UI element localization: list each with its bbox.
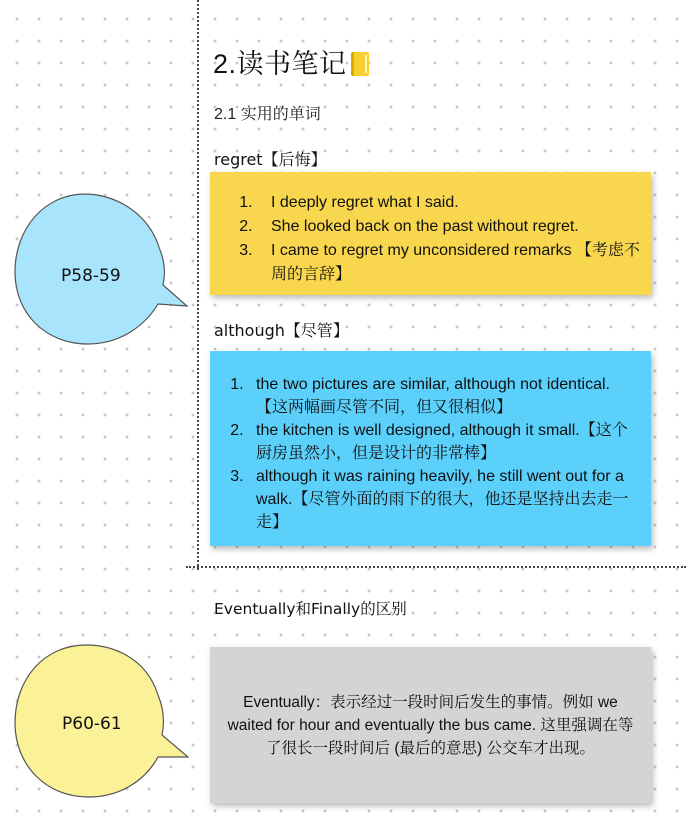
- section-subtitle: 2.1 实用的单词: [214, 106, 321, 123]
- eventually-note-text: Eventually：表示经过一段时间后发生的事情。例如 we waited for hour and eventually the bus came. 这里强调在等了很长一段时间后 (最后的意思) 公交车才出现。: [227, 693, 634, 757]
- book-icon: [351, 52, 369, 76]
- page-range-p60-61: P60-61: [62, 714, 122, 734]
- regret-example-3: 3. I came to regret my unconsidered remarks 【考虑不周的言辞】: [257, 239, 651, 287]
- although-example-3: 3. although it was raining heavily, he still went out for a walk.【尽管外面的雨下的很大，他还是坚持出去走一走】: [248, 465, 641, 534]
- although-example-1: 1. the two pictures are similar, although not identical.【这两幅画尽管不同，但又很相似】: [248, 373, 641, 419]
- word-although-label: although【尽管】: [214, 321, 349, 340]
- although-example-2: 2. the kitchen is well designed, although it small.【这个厨房虽然小，但是设计的非常棒】: [248, 419, 641, 465]
- regret-example-1: 1. I deeply regret what I said.: [257, 191, 651, 215]
- eventually-note-card: [210, 647, 651, 803]
- eventually-finally-label: Eventually和Finally的区别: [214, 600, 407, 618]
- horizontal-divider: [186, 566, 686, 568]
- regret-examples-card: [210, 172, 651, 295]
- regret-example-2: 2. She looked back on the past without regret.: [257, 215, 651, 239]
- word-regret-label: regret【后悔】: [214, 150, 327, 169]
- vertical-divider: [197, 0, 199, 570]
- page-title: 2.读书笔记: [213, 42, 369, 81]
- although-examples-card: [210, 351, 651, 546]
- page-range-p58-59: P58-59: [61, 266, 121, 286]
